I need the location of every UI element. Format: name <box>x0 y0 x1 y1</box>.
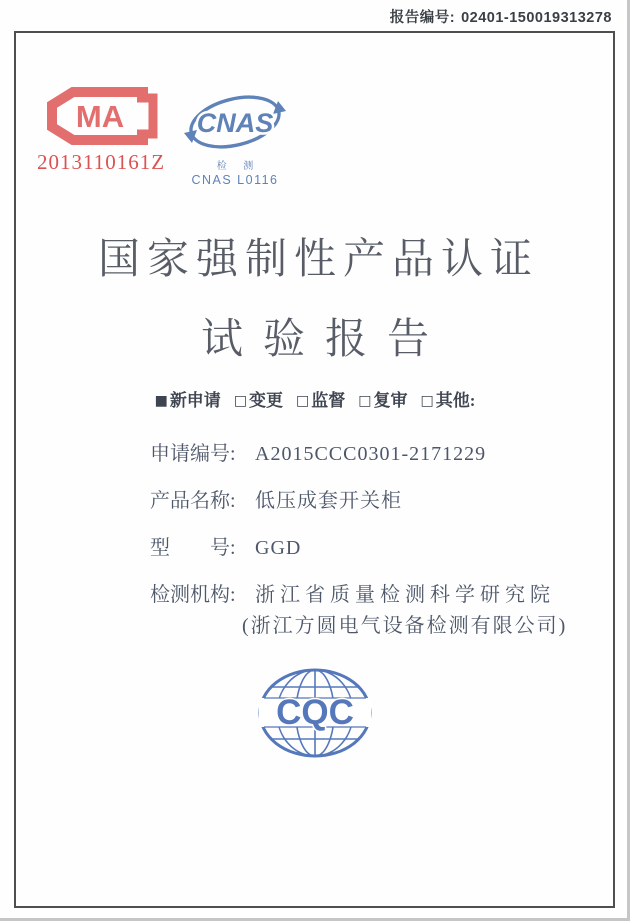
field-test-agency <box>150 582 590 608</box>
field-value: 低压成套开关柜 <box>255 490 402 512</box>
checkbox-unchecked-icon: □ <box>296 393 310 409</box>
application-type-row <box>0 386 630 411</box>
cqc-logo-icon <box>257 666 373 760</box>
cnas-caption: 检 测 <box>216 161 261 172</box>
report-number-label: 报告编号: <box>389 10 456 26</box>
fields-block <box>150 441 590 639</box>
field-product-name <box>150 488 590 514</box>
checkbox-option-supervision <box>296 386 345 411</box>
cnas-letters: CNAS <box>196 108 274 138</box>
checkbox-label: 变更 <box>249 391 284 410</box>
cma-letters: MA <box>75 99 125 134</box>
checkbox-checked-icon: ■ <box>154 393 168 409</box>
checkbox-label: 新申请 <box>169 391 221 410</box>
checkbox-label: 复审 <box>373 391 408 410</box>
field-application-number <box>150 441 590 467</box>
checkbox-unchecked-icon: □ <box>233 393 248 409</box>
cma-logo-icon <box>42 84 160 148</box>
field-model <box>150 535 590 561</box>
report-number-line <box>390 6 612 27</box>
cnas-logo-icon <box>183 88 287 156</box>
document-subtitle: 试验报告 <box>200 317 449 363</box>
cqc-letters: CQC <box>276 693 354 732</box>
field-value: GGD <box>255 537 302 559</box>
checkbox-unchecked-icon: □ <box>420 393 434 409</box>
field-label: 型 号: <box>150 537 236 559</box>
checkbox-label: 其他: <box>435 391 476 410</box>
checkbox-option-change <box>234 386 283 411</box>
cnas-accreditation-number: CNAS L0116 <box>191 173 279 187</box>
field-value: 浙江省质量检测科学研究院 <box>255 584 555 606</box>
report-number-value: 02401-150019313278 <box>461 10 612 26</box>
checkbox-unchecked-icon: □ <box>358 393 372 409</box>
document-title: 国家强制性产品认证 <box>97 237 539 283</box>
cma-certificate-number: 2013110161Z <box>36 150 166 174</box>
checkbox-option-review <box>358 386 407 411</box>
field-label: 产品名称: <box>150 490 236 512</box>
cnas-mark <box>181 88 289 187</box>
field-label: 检测机构: <box>150 584 236 606</box>
field-test-agency-line2: (浙江方圆电气设备检测有限公司) <box>242 615 568 637</box>
cqc-mark <box>257 666 373 760</box>
field-value: A2015CCC0301-2171229 <box>255 443 487 465</box>
checkbox-option-new-application <box>155 386 221 411</box>
cma-mark <box>36 84 166 175</box>
checkbox-label: 监督 <box>311 391 346 410</box>
field-label: 申请编号: <box>150 443 236 465</box>
checkbox-option-other <box>421 386 476 411</box>
